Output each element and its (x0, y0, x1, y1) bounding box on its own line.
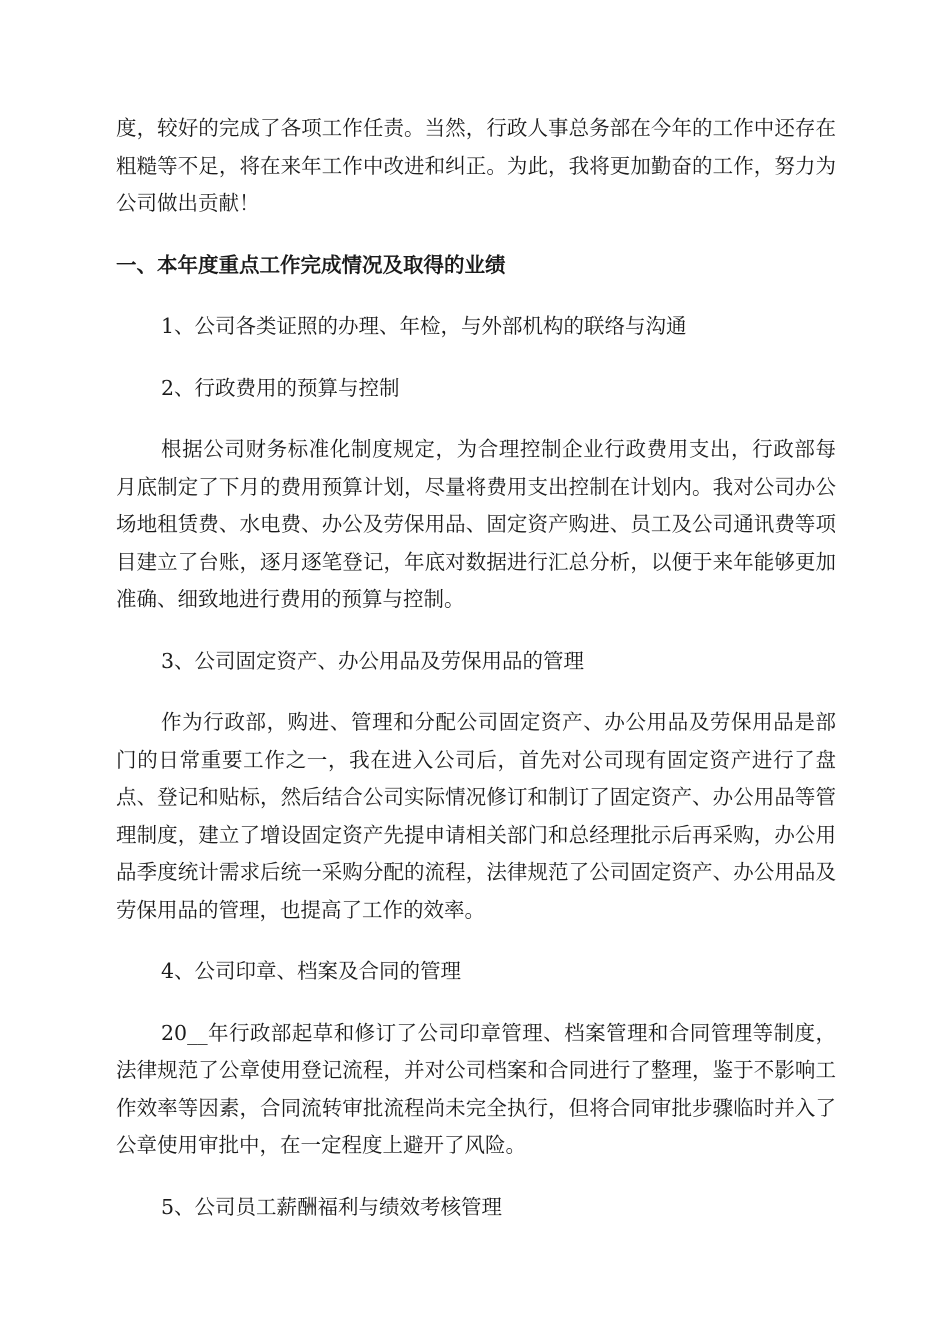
paragraph-seals: 20__年行政部起草和修订了公司印章管理、档案管理和合同管理等制度，法律规范了公章使用登记流程，并对公司档案和合同进行了整理，鉴于不影响工作效率等因素，合同流转审批流程尚未完全执行，但将合同审批步骤临时并入了公章使用审批中，在一定程度上避开了风险。 (116, 1020, 836, 1157)
section-heading-1: 一、本年度重点工作完成情况及取得的业绩 (116, 252, 506, 277)
item-heading-2: 2、行政费用的预算与控制 (161, 375, 400, 400)
document-body (116, 110, 836, 1226)
paragraph-assets: 作为行政部，购进、管理和分配公司固定资产、办公用品及劳保用品是部门的日常重要工作之一，我在进入公司后，首先对公司现有固定资产进行了盘点、登记和贴标，然后结合公司实际情况修订和制订了固定资产、办公用品等管理制度，建立了增设固定资产先提申请相关部门和总经理批示后再采购，办公用品季度统计需求后统一采购分配的流程，法律规范了公司固定资产、办公用品及劳保用品的管理，也提高了工作的效率。 (116, 710, 836, 922)
paragraph-budget: 根据公司财务标准化制度规定，为合理控制企业行政费用支出，行政部每月底制定了下月的费用预算计划，尽量将费用支出控制在计划内。我对公司办公场地租赁费、水电费、办公及劳保用品、固定资产购进、员工及公司通讯费等项目建立了台账，逐月逐笔登记，年底对数据进行汇总分析，以便于来年能够更加准确、细致地进行费用的预算与控制。 (116, 437, 836, 611)
paragraph-intro: 度，较好的完成了各项工作任责。当然，行政人事总务部在今年的工作中还存在粗糙等不足，将在来年工作中改进和纠正。为此，我将更加勤奋的工作，努力为公司做出贡献！ (116, 116, 836, 215)
item-heading-4: 4、公司印章、档案及合同的管理 (161, 959, 462, 983)
item-heading-3: 3、公司固定资产、办公用品及劳保用品的管理 (161, 648, 585, 673)
item-heading-1: 1、公司各类证照的办理、年检，与外部机构的联络与沟通 (161, 314, 687, 338)
item-heading-5: 5、公司员工薪酬福利与绩效考核管理 (161, 1194, 503, 1219)
